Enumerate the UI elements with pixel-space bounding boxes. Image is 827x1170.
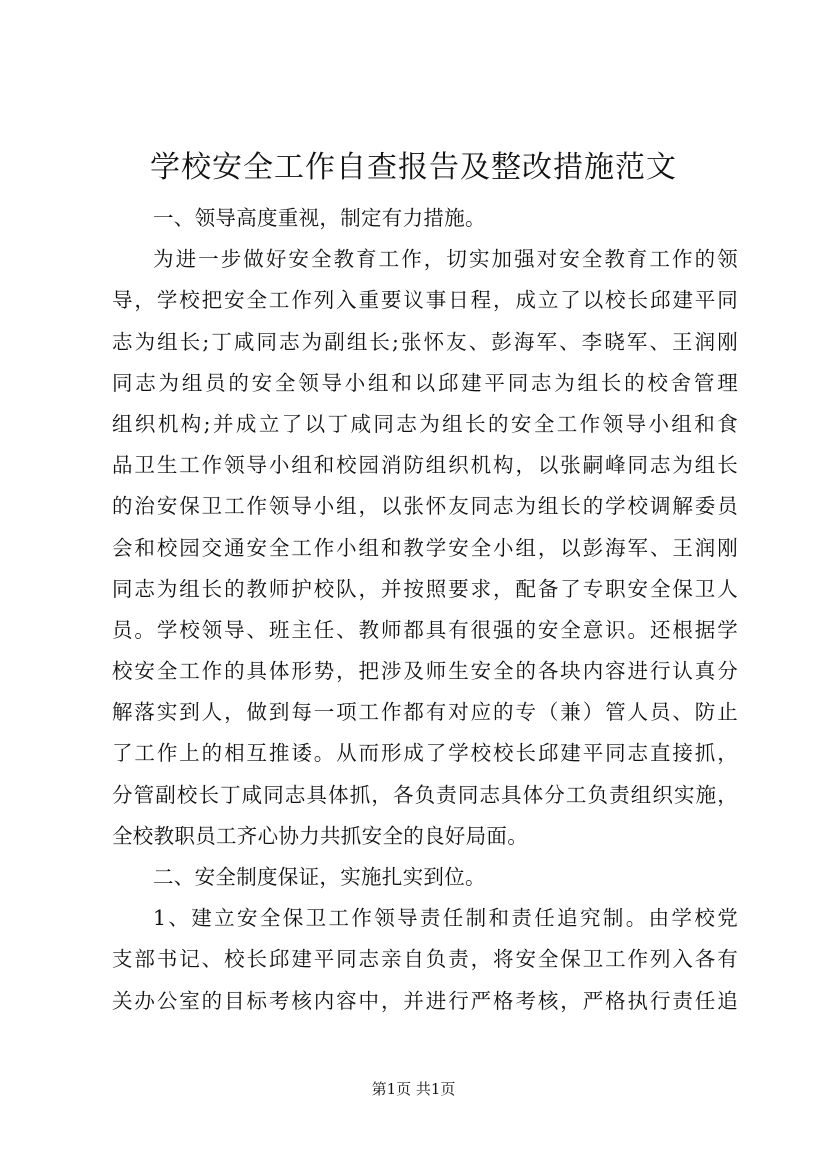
paragraph-line: 品卫生工作领导小组和校园消防组织机构，以张嗣峰同志为组长 [112,453,738,478]
paragraph-line: 组织机构;并成立了以丁咸同志为组长的安全工作领导小组和食 [112,411,738,436]
paragraph-line: 志为组长;丁咸同志为副组长;张怀友、彭海军、李晓军、王润刚 [112,329,738,354]
paragraph-line: 员。学校领导、班主任、教师都具有很强的安全意识。还根据学 [112,617,738,642]
paragraph-line: 校安全工作的具体形势，把涉及师生安全的各块内容进行认真分 [112,659,738,684]
section-heading-1: 一、领导高度重视，制定有力措施。 [153,206,486,230]
paragraph-line: 1、建立安全保卫工作领导责任制和责任追究制。由学校党 [153,906,738,931]
page-footer: 第1页 共1页 [371,1080,456,1098]
paragraph-line: 为进一步做好安全教育工作，切实加强对安全教育工作的领 [153,247,738,272]
paragraph-line: 导，学校把安全工作列入重要议事日程，成立了以校长邱建平同 [112,288,738,313]
paragraph-line: 了工作上的相互推诿。从而形成了学校校长邱建平同志直接抓， [112,741,738,766]
section-heading-2: 二、安全制度保证，实施扎实到位。 [153,865,486,889]
paragraph-line: 解落实到人，做到每一项工作都有对应的专（兼）管人员、防止 [112,700,738,725]
document-title: 学校安全工作自查报告及整改措施范文 [150,150,677,185]
paragraph-line: 关办公室的目标考核内容中，并进行严格考核，严格执行责任追 [112,988,738,1013]
paragraph-line: 全校教职员工齐心协力共抓安全的良好局面。 [112,823,528,848]
document-body [112,198,738,1022]
paragraph-line: 会和校园交通安全工作小组和教学安全小组，以彭海军、王润刚 [112,535,738,560]
paragraph-line: 分管副校长丁咸同志具体抓，各负责同志具体分工负责组织实施， [112,782,738,807]
paragraph-line: 同志为组员的安全领导小组和以邱建平同志为组长的校舍管理 [112,370,738,395]
paragraph-line: 同志为组长的教师护校队，并按照要求，配备了专职安全保卫人 [112,576,738,601]
paragraph-line: 的治安保卫工作领导小组，以张怀友同志为组长的学校调解委员 [112,494,738,519]
paragraph-line: 支部书记、校长邱建平同志亲自负责，将安全保卫工作列入各有 [112,947,738,972]
